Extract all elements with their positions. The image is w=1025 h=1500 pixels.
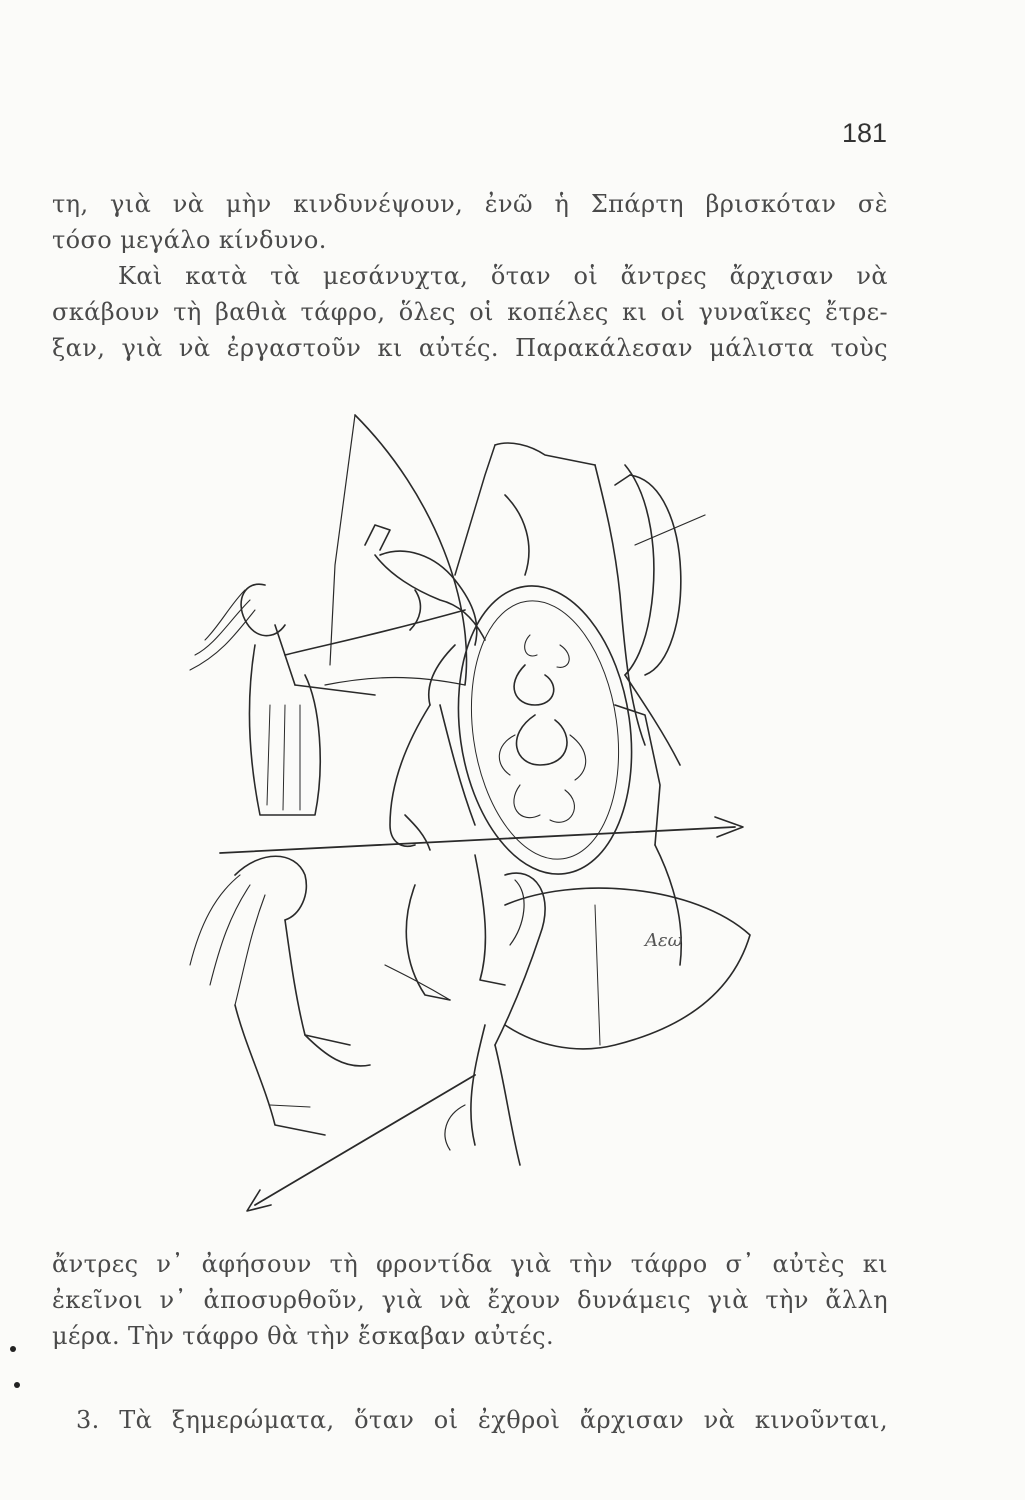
text-line: 3. Τὰ ξημερώματα, ὅταν οἱ ἐχθροὶ ἄρχισαν νὰ κινοῦνται,: [76, 1406, 888, 1434]
text-line: ἐκεῖνοι ν᾽ ἀποσυρθοῦν, γιὰ νὰ ἔχουν δυνάμεις γιὰ τὴν ἄλλη: [52, 1286, 888, 1314]
battle-illustration: [175, 405, 780, 1225]
text-line: ἄντρες ν᾽ ἀφήσουν τὴ φροντίδα γιὰ τὴν τάφρο σ᾽ αὐτὲς κι: [52, 1250, 888, 1278]
text-line: μέρα. Τὴν τάφρο θὰ τὴν ἔσκαβαν αὐτές.: [52, 1322, 554, 1350]
page-number: 181: [842, 118, 888, 148]
artist-signature: Αεω: [645, 930, 683, 951]
paragraph-top: [52, 186, 888, 366]
text-line: τόσο μεγάλο κίνδυνο.: [52, 226, 327, 254]
text-line: τη, γιὰ νὰ μὴν κινδυνέψουν, ἐνῶ ἡ Σπάρτη βρισκόταν σὲ: [52, 190, 888, 218]
paragraph-bottom: [52, 1246, 888, 1354]
text-line: ξαν, γιὰ νὰ ἐργαστοῦν κι αὐτές. Παρακάλεσαν μάλιστα τοὺς: [52, 334, 888, 362]
paragraph-3: [52, 1402, 888, 1438]
text-line: Καὶ κατὰ τὰ μεσάνυχτα, ὅταν οἱ ἄντρες ἄρχισαν νὰ: [118, 262, 888, 290]
margin-dot: [10, 1346, 16, 1352]
text-line: σκάβουν τὴ βαθιὰ τάφρο, ὅλες οἱ κοπέλες κι οἱ γυναῖκες ἔτρε-: [52, 298, 888, 326]
margin-dot: [14, 1382, 20, 1388]
